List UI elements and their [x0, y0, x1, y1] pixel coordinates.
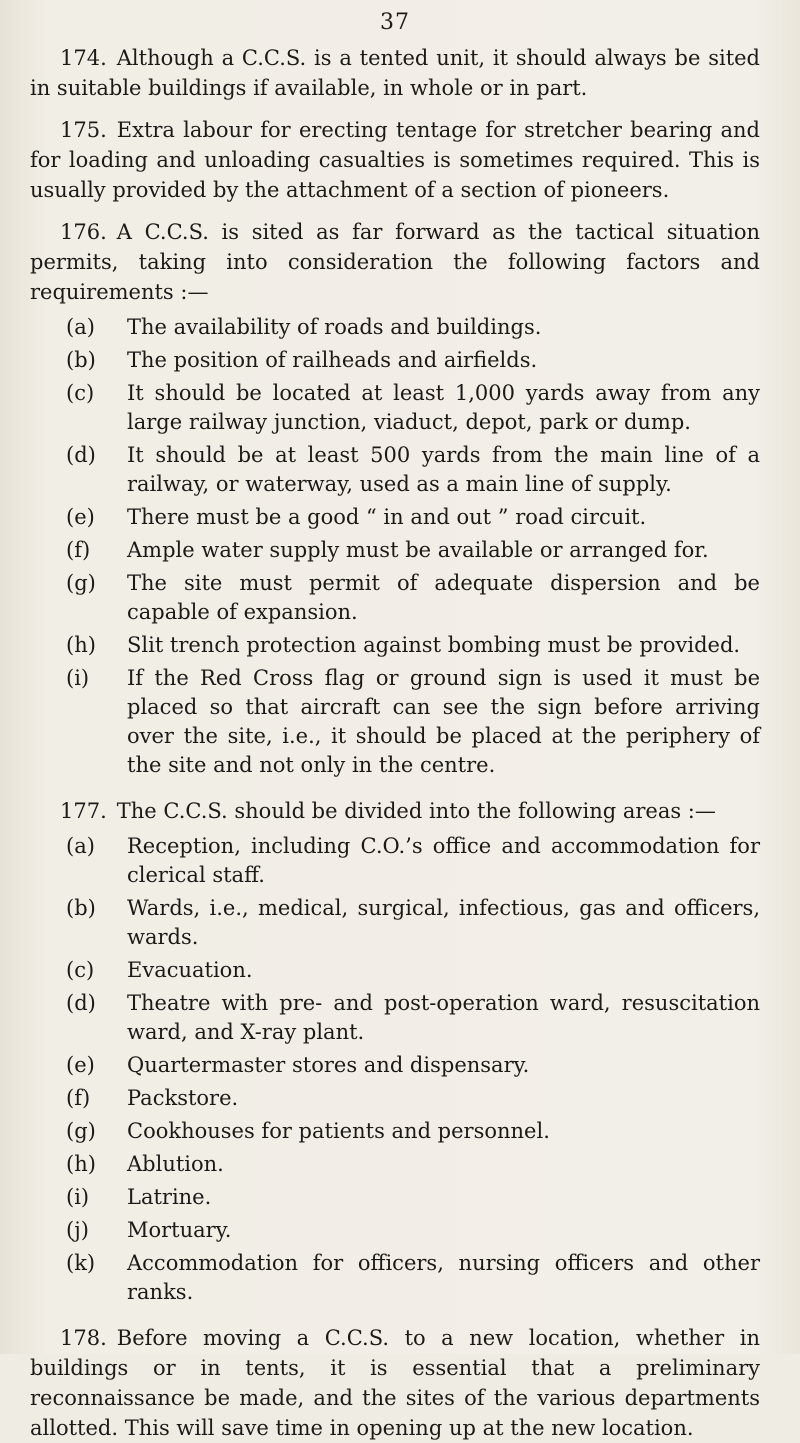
paragraph-177 — [30, 796, 760, 826]
item-text: It should be located at least 1,000 yards away from any large railway junction, viaduct, depot, park or dump. — [127, 381, 760, 434]
item-text: Ablution. — [127, 1152, 224, 1176]
list-item — [30, 832, 760, 890]
list-item — [30, 956, 760, 985]
paragraph-number: 176. — [60, 220, 107, 244]
paragraph-text: The C.C.S. should be divided into the following areas :— — [116, 799, 716, 823]
item-letter: (j) — [66, 1218, 89, 1242]
paragraph-number: 175. — [60, 118, 107, 142]
paragraph-174 — [30, 43, 760, 103]
item-text: Quartermaster stores and dispensary. — [127, 1053, 530, 1077]
areas-list — [30, 832, 760, 1307]
item-text: Ample water supply must be available or arranged for. — [127, 538, 709, 562]
item-text: The position of railheads and airfields. — [127, 348, 538, 372]
list-item — [30, 631, 760, 660]
list-item — [30, 569, 760, 627]
item-text: Accommodation for officers, nursing officers and other ranks. — [127, 1251, 760, 1304]
paragraph-text: A C.C.S. is sited as far forward as the tactical situation permits, taking into consideration the following factors and requirements :— — [30, 220, 760, 304]
item-letter: (c) — [66, 958, 95, 982]
item-letter: (g) — [66, 1119, 96, 1143]
item-letter: (h) — [66, 633, 96, 657]
paragraph-text: Before moving a C.C.S. to a new location, whether in buildings or in tents, it is essential that a preliminary reconnaissance be made, and the sites of the various departments allotted. This will save time in opening up at the new location. — [30, 1326, 760, 1440]
list-item — [30, 503, 760, 532]
paragraph-text: Extra labour for erecting tentage for stretcher bearing and for loading and unloading casualties is sometimes required. This is usually provided by the attachment of a section of pioneers. — [30, 118, 760, 202]
item-text: Slit trench protection against bombing must be provided. — [127, 633, 741, 657]
item-letter: (f) — [66, 1086, 91, 1110]
item-letter: (g) — [66, 571, 96, 595]
item-letter: (c) — [66, 381, 95, 405]
item-text: If the Red Cross flag or ground sign is used it must be placed so that aircraft can see the sign before arriving over the site, i.e., it should be placed at the periphery of the site and not only in the centre. — [127, 666, 760, 777]
item-letter: (i) — [66, 666, 90, 690]
list-item — [30, 1051, 760, 1080]
item-letter: (i) — [66, 1185, 90, 1209]
item-text: Mortuary. — [127, 1218, 232, 1242]
paragraph-number: 174. — [60, 46, 107, 70]
item-letter: (a) — [66, 315, 95, 339]
item-text: There must be a good “ in and out ” road circuit. — [127, 505, 647, 529]
list-item — [30, 1084, 760, 1113]
list-item — [30, 536, 760, 565]
paragraph-175 — [30, 115, 760, 205]
item-letter: (d) — [66, 991, 96, 1015]
paragraph-text: Although a C.C.S. is a tented unit, it should always be sited in suitable buildings if available, in whole or in part. — [30, 46, 760, 100]
item-letter: (k) — [66, 1251, 96, 1275]
list-item — [30, 664, 760, 780]
item-letter: (b) — [66, 348, 96, 372]
item-text: It should be at least 500 yards from the main line of a railway, or waterway, used as a main line of supply. — [127, 443, 760, 496]
item-letter: (e) — [66, 1053, 95, 1077]
item-letter: (b) — [66, 896, 96, 920]
paragraph-178 — [30, 1323, 760, 1443]
list-item — [30, 1183, 760, 1212]
item-text: The site must permit of adequate dispersion and be capable of expansion. — [127, 571, 760, 624]
list-item — [30, 379, 760, 437]
list-item — [30, 346, 760, 375]
item-text: Evacuation. — [127, 958, 253, 982]
list-item — [30, 1216, 760, 1245]
list-item — [30, 894, 760, 952]
item-letter: (a) — [66, 834, 95, 858]
list-item — [30, 989, 760, 1047]
item-text: Cookhouses for patients and personnel. — [127, 1119, 550, 1143]
item-text: Packstore. — [127, 1086, 239, 1110]
paragraph-number: 178. — [60, 1326, 107, 1350]
list-item — [30, 1249, 760, 1307]
list-item — [30, 441, 760, 499]
item-text: Wards, i.e., medical, surgical, infectious, gas and officers, wards. — [127, 896, 760, 949]
list-item — [30, 313, 760, 342]
paragraph-176 — [30, 217, 760, 307]
page-number: 37 — [380, 10, 410, 35]
item-letter: (f) — [66, 538, 91, 562]
item-letter: (d) — [66, 443, 96, 467]
item-text: Theatre with pre- and post-operation ward, resuscitation ward, and X-ray plant. — [127, 991, 760, 1044]
list-item — [30, 1150, 760, 1179]
item-letter: (e) — [66, 505, 95, 529]
factors-list — [30, 313, 760, 780]
item-text: The availability of roads and buildings. — [127, 315, 542, 339]
item-letter: (h) — [66, 1152, 96, 1176]
paragraph-number: 177. — [60, 799, 107, 823]
item-text: Latrine. — [127, 1185, 212, 1209]
list-item — [30, 1117, 760, 1146]
item-text: Reception, including C.O.’s office and accommodation for clerical staff. — [127, 834, 760, 887]
